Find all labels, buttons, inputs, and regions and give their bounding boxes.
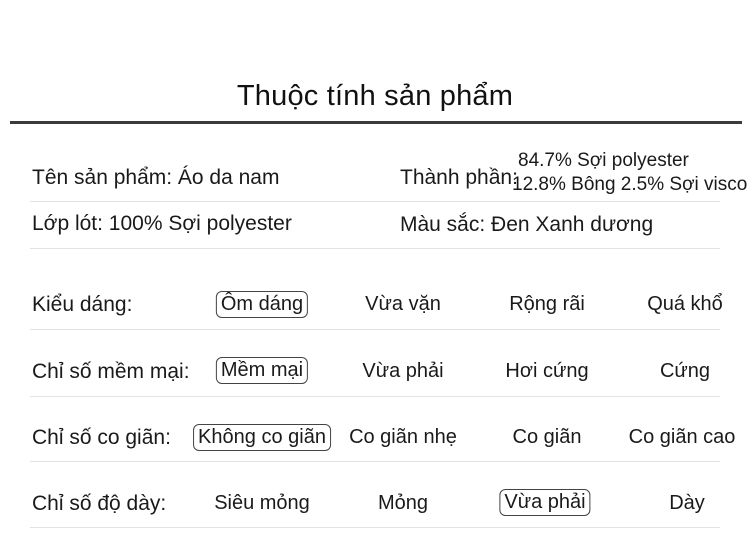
attribute-label: Chỉ số mềm mại: xyxy=(32,360,190,383)
divider xyxy=(30,527,720,528)
attribute-option: Siêu mỏng xyxy=(214,492,310,514)
attribute-option: Ôm dáng xyxy=(216,291,308,318)
composition-line-2: 12.8% Bông 2.5% Sợi visco xyxy=(512,174,748,195)
attribute-option: Quá khổ xyxy=(647,293,723,315)
divider xyxy=(30,396,720,397)
color: Màu sắc: Đen Xanh dương xyxy=(400,213,654,236)
attribute-option: Cứng xyxy=(659,360,711,382)
title-divider xyxy=(10,121,742,124)
divider xyxy=(30,248,720,249)
composition-label: Thành phần: xyxy=(400,166,518,189)
attribute-option: Mỏng xyxy=(377,492,429,514)
lining: Lớp lót: 100% Sợi polyester xyxy=(32,212,292,235)
attribute-option: Mềm mại xyxy=(216,357,308,384)
attribute-option: Dày xyxy=(669,492,705,514)
divider xyxy=(30,461,720,462)
composition-line-1: 84.7% Sợi polyester xyxy=(518,150,689,171)
attribute-option: Không co giãn xyxy=(193,424,331,451)
attribute-option: Co giãn xyxy=(512,426,582,448)
divider xyxy=(30,329,720,330)
attribute-option: Hơi cứng xyxy=(505,360,589,382)
attribute-label: Chỉ số độ dày: xyxy=(32,492,167,515)
attribute-option: Vừa phải xyxy=(499,489,590,516)
attribute-option: Co giãn cao xyxy=(628,426,736,448)
attribute-option: Vừa phải xyxy=(362,360,444,382)
product-name: Tên sản phẩm: Áo da nam xyxy=(32,166,280,189)
page-title: Thuộc tính sản phẩm xyxy=(236,80,514,112)
divider xyxy=(30,201,720,202)
attribute-option: Rộng rãi xyxy=(509,293,585,315)
attribute-option: Co giãn nhẹ xyxy=(349,426,457,448)
attribute-option: Vừa vặn xyxy=(365,293,441,315)
attribute-label: Chỉ số co giãn: xyxy=(32,426,171,449)
attribute-label: Kiểu dáng: xyxy=(32,293,133,316)
